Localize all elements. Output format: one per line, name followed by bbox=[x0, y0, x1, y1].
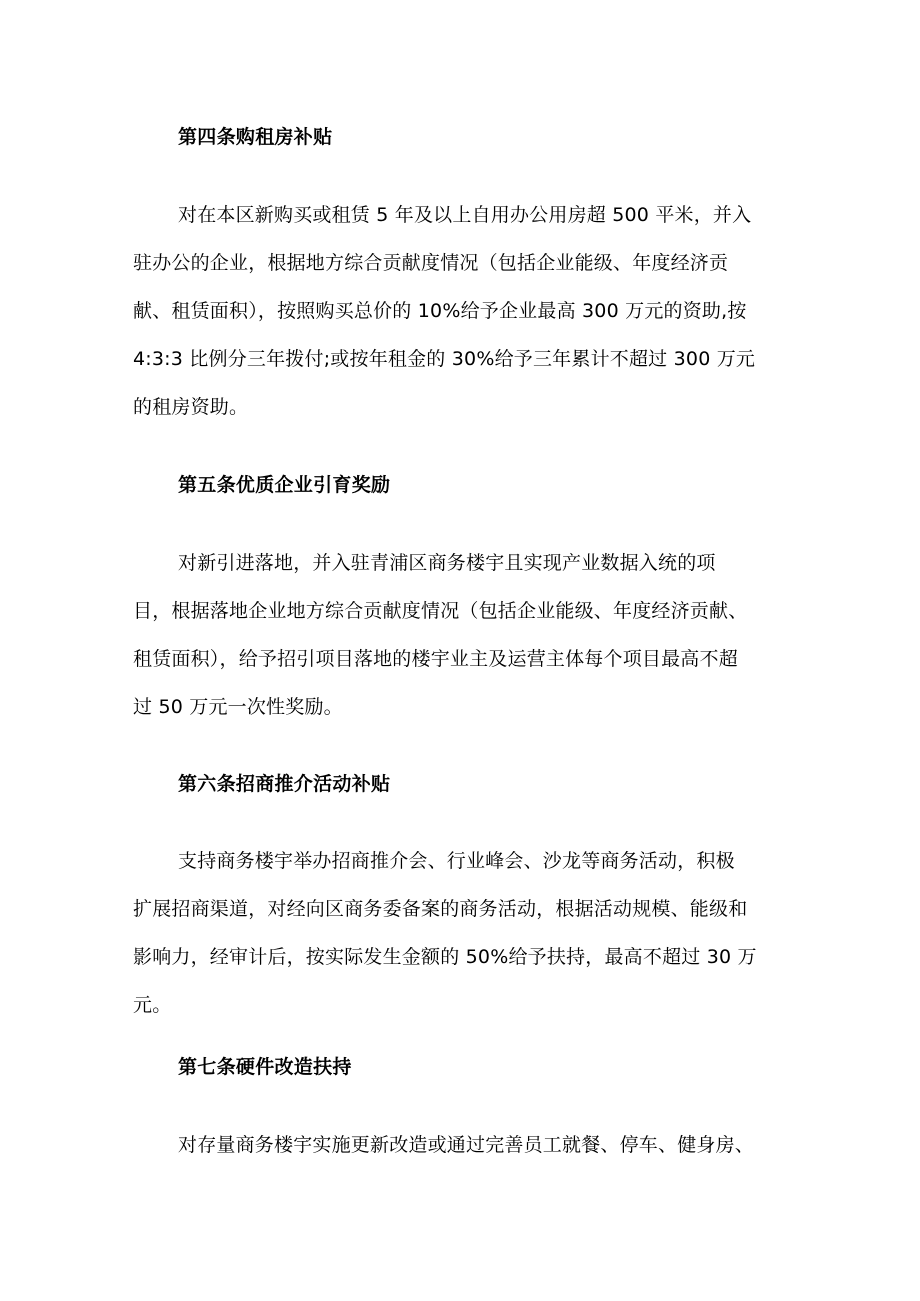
section-heading-7: 第七条硬件改造扶持 bbox=[178, 1056, 352, 1078]
section-4-line-2: 驻办公的企业，根据地方综合贡献度情况（包括企业能级、年度经济贡 bbox=[133, 252, 729, 274]
section-6-line-3: 影响力，经审计后，按实际发生金额的 50%给予扶持，最高不超过 30 万 bbox=[133, 946, 757, 968]
section-6-line-2: 扩展招商渠道，对经向区商务委备案的商务活动，根据活动规模、能级和 bbox=[133, 898, 748, 920]
section-5-line-2: 目，根据落地企业地方综合贡献度情况（包括企业能级、年度经济贡献、 bbox=[133, 600, 748, 622]
section-6-line-4: 元。 bbox=[133, 994, 172, 1016]
section-heading-4: 第四条购租房补贴 bbox=[178, 126, 333, 148]
section-5-line-4: 过 50 万元一次性奖励。 bbox=[133, 696, 343, 718]
section-6-line-1: 支持商务楼宇举办招商推介会、行业峰会、沙龙等商务活动，积极 bbox=[178, 850, 735, 872]
section-4-line-5: 的租房资助。 bbox=[133, 396, 249, 418]
section-4-line-1: 对在本区新购买或租赁 5 年及以上自用办公用房超 500 平米，并入 bbox=[178, 204, 752, 226]
section-heading-6: 第六条招商推介活动补贴 bbox=[178, 773, 391, 795]
section-heading-5: 第五条优质企业引育奖励 bbox=[178, 474, 391, 496]
section-5-line-3: 租赁面积），给予招引项目落地的楼宇业主及运营主体每个项目最高不超 bbox=[133, 648, 738, 670]
section-7-line-1: 对存量商务楼宇实施更新改造或通过完善员工就餐、停车、健身房、 bbox=[178, 1134, 755, 1156]
section-4-line-3: 献、租赁面积），按照购买总价的 10%给予企业最高 300 万元的资助,按 bbox=[133, 300, 747, 322]
section-5-line-1: 对新引进落地，并入驻青浦区商务楼宇且实现产业数据入统的项 bbox=[178, 552, 716, 574]
section-4-line-4: 4:3:3 比例分三年拨付;或按年租金的 30%给予三年累计不超过 300 万元 bbox=[133, 348, 756, 370]
